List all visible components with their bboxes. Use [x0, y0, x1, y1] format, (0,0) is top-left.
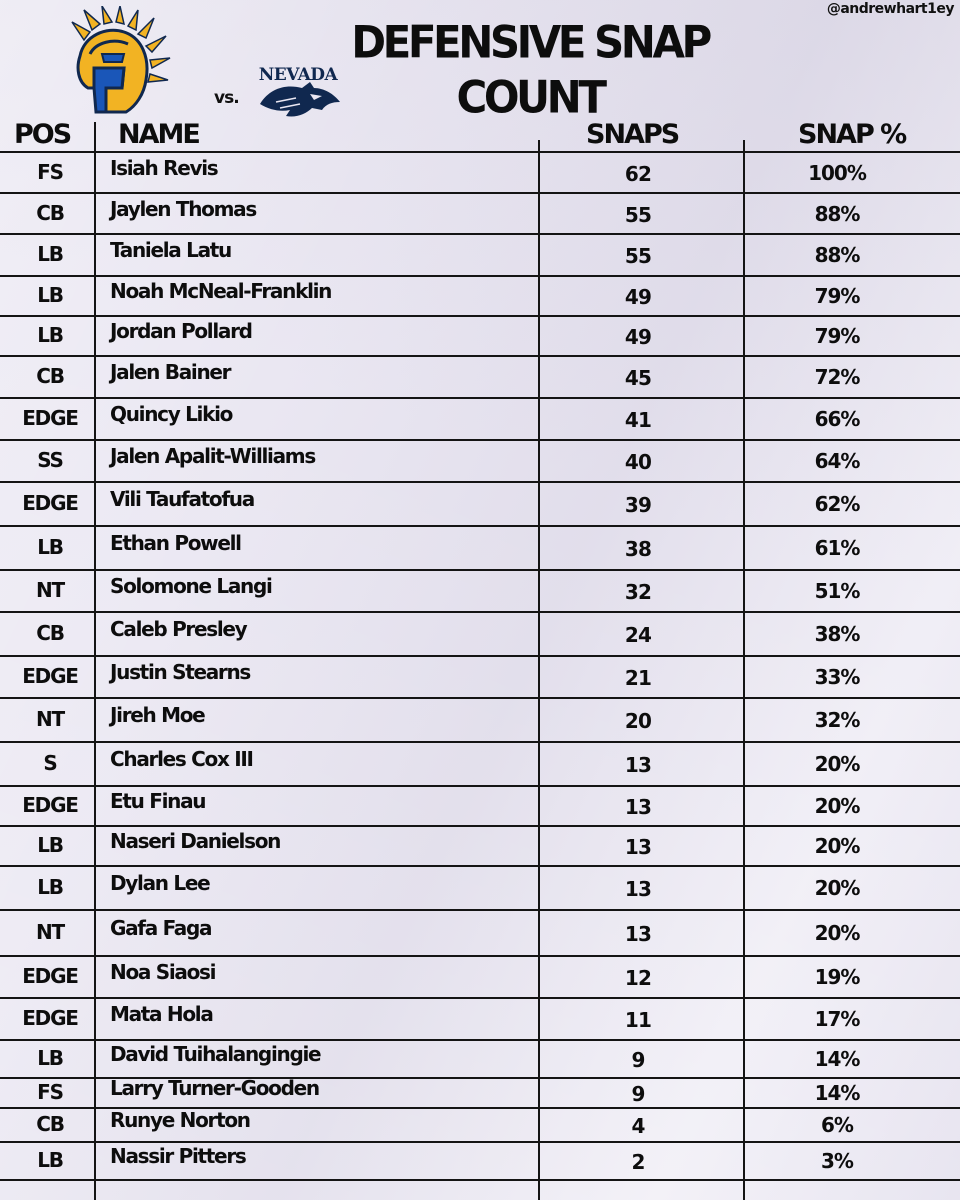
row-player-name: Quincy Likio	[110, 402, 233, 426]
row-snap-pct: 20%	[814, 921, 860, 945]
versus-label: vs.	[214, 88, 239, 108]
row-divider	[0, 785, 960, 787]
row-divider	[0, 192, 960, 194]
row-divider	[0, 151, 960, 153]
row-divider	[0, 1179, 960, 1181]
row-snap-pct: 20%	[814, 876, 860, 900]
row-divider	[0, 997, 960, 999]
row-snap-pct: 32%	[814, 708, 860, 732]
row-player-name: Dylan Lee	[110, 871, 210, 895]
row-player-name: Gafa Faga	[110, 916, 212, 940]
spartan-helmet-icon	[66, 6, 172, 116]
row-position: LB	[37, 323, 63, 347]
row-snap-pct: 20%	[814, 834, 860, 858]
row-divider	[0, 569, 960, 571]
row-player-name: Taniela Latu	[110, 238, 231, 262]
header-pos: POS	[14, 119, 71, 150]
row-snap-pct: 88%	[814, 202, 860, 226]
row-snaps: 4	[631, 1114, 645, 1138]
row-position: LB	[37, 1046, 63, 1070]
row-player-name: Etu Finau	[110, 789, 206, 813]
row-snaps: 49	[624, 325, 652, 349]
row-player-name: David Tuihalangingie	[110, 1042, 321, 1066]
row-snaps: 49	[624, 285, 652, 309]
row-divider	[0, 397, 960, 399]
header-name: NAME	[118, 119, 199, 150]
row-snap-pct: 14%	[814, 1081, 860, 1105]
row-divider	[0, 481, 960, 483]
page-title	[300, 15, 760, 125]
row-snaps: 13	[624, 835, 652, 859]
row-position: EDGE	[22, 664, 78, 688]
row-divider	[0, 275, 960, 277]
row-player-name: Solomone Langi	[110, 574, 272, 598]
row-divider	[0, 315, 960, 317]
row-snap-pct: 79%	[814, 324, 860, 348]
row-position: CB	[36, 364, 64, 388]
row-snap-pct: 20%	[814, 794, 860, 818]
row-position: LB	[37, 875, 63, 899]
row-snaps: 32	[624, 580, 652, 604]
header-snaps: SNAPS	[586, 119, 679, 150]
row-snap-pct: 38%	[814, 622, 860, 646]
row-player-name: Vili Taufatofua	[110, 487, 254, 511]
row-snaps: 13	[624, 795, 652, 819]
row-position: NT	[36, 707, 64, 731]
row-divider	[0, 439, 960, 441]
row-snaps: 39	[624, 493, 652, 517]
row-position: LB	[37, 535, 63, 559]
row-position: SS	[37, 448, 63, 472]
row-snap-pct: 72%	[814, 365, 860, 389]
row-position: EDGE	[22, 793, 78, 817]
row-divider	[0, 955, 960, 957]
row-snap-pct: 20%	[814, 752, 860, 776]
row-position: EDGE	[22, 491, 78, 515]
column-divider	[743, 140, 745, 1200]
row-snaps: 2	[631, 1150, 645, 1174]
row-snap-pct: 33%	[814, 665, 860, 689]
row-snaps: 38	[624, 537, 652, 561]
row-player-name: Naseri Danielson	[110, 829, 281, 853]
row-divider	[0, 909, 960, 911]
row-snap-pct: 79%	[814, 284, 860, 308]
title-line-1: DEFENSIVE SNAP	[351, 15, 709, 68]
row-position: S	[43, 751, 57, 775]
row-position: CB	[36, 201, 64, 225]
row-player-name: Noa Siaosi	[110, 960, 216, 984]
svg-text:NEVADA: NEVADA	[258, 65, 338, 85]
row-snap-pct: 64%	[814, 449, 860, 473]
row-snap-pct: 66%	[814, 407, 860, 431]
row-player-name: Caleb Presley	[110, 617, 247, 641]
row-snaps: 13	[624, 922, 652, 946]
row-position: LB	[37, 242, 63, 266]
row-snaps: 9	[631, 1048, 645, 1072]
row-position: EDGE	[22, 1006, 78, 1030]
row-divider	[0, 655, 960, 657]
row-divider	[0, 233, 960, 235]
row-player-name: Runye Norton	[110, 1108, 250, 1132]
row-position: NT	[36, 920, 64, 944]
row-snaps: 45	[624, 366, 652, 390]
row-snaps: 21	[624, 666, 652, 690]
row-snap-pct: 17%	[814, 1007, 860, 1031]
row-snaps: 13	[624, 877, 652, 901]
row-divider	[0, 611, 960, 613]
row-snap-pct: 61%	[814, 536, 860, 560]
row-snap-pct: 100%	[808, 161, 866, 185]
row-position: EDGE	[22, 406, 78, 430]
row-position: LB	[37, 283, 63, 307]
row-snaps: 13	[624, 753, 652, 777]
row-snaps: 40	[624, 450, 652, 474]
header-snap-pct: SNAP %	[798, 119, 906, 150]
row-snaps: 20	[624, 709, 652, 733]
row-divider	[0, 525, 960, 527]
row-position: LB	[37, 833, 63, 857]
row-position: EDGE	[22, 964, 78, 988]
row-position: CB	[36, 621, 64, 645]
row-snaps: 55	[624, 203, 652, 227]
row-position: FS	[37, 160, 63, 184]
row-divider	[0, 355, 960, 357]
row-player-name: Jalen Bainer	[110, 360, 231, 384]
row-snaps: 24	[624, 623, 652, 647]
row-divider	[0, 697, 960, 699]
row-divider	[0, 865, 960, 867]
row-divider	[0, 1039, 960, 1041]
row-position: CB	[36, 1112, 64, 1136]
row-snaps: 9	[631, 1082, 645, 1106]
column-divider	[538, 140, 540, 1200]
row-player-name: Larry Turner-Gooden	[110, 1076, 319, 1100]
row-snaps: 62	[624, 162, 652, 186]
title-line-2: COUNT	[456, 71, 604, 123]
row-player-name: Charles Cox III	[110, 747, 253, 771]
row-divider	[0, 741, 960, 743]
row-snaps: 55	[624, 244, 652, 268]
row-snap-pct: 3%	[821, 1149, 853, 1173]
row-player-name: Mata Hola	[110, 1002, 213, 1026]
row-snap-pct: 6%	[821, 1113, 853, 1137]
row-player-name: Jaylen Thomas	[110, 197, 256, 221]
row-snap-pct: 14%	[814, 1047, 860, 1071]
row-snap-pct: 51%	[814, 579, 860, 603]
row-position: LB	[37, 1148, 63, 1172]
row-divider	[0, 825, 960, 827]
row-player-name: Nassir Pitters	[110, 1144, 246, 1168]
row-player-name: Jordan Pollard	[110, 319, 252, 343]
row-position: NT	[36, 578, 64, 602]
row-player-name: Isiah Revis	[110, 156, 218, 180]
row-player-name: Noah McNeal-Franklin	[110, 279, 332, 303]
row-snaps: 11	[624, 1008, 652, 1032]
row-snaps: 12	[624, 966, 652, 990]
row-snap-pct: 19%	[814, 965, 860, 989]
row-position: FS	[37, 1080, 63, 1104]
row-player-name: Ethan Powell	[110, 531, 241, 555]
author-handle: @andrewhart1ey	[826, 1, 954, 17]
row-divider	[0, 1141, 960, 1143]
row-snaps: 41	[624, 408, 652, 432]
row-snap-pct: 88%	[814, 243, 860, 267]
row-player-name: Jalen Apalit-Williams	[110, 444, 315, 468]
row-player-name: Jireh Moe	[110, 703, 205, 727]
row-snap-pct: 62%	[814, 492, 860, 516]
row-player-name: Justin Stearns	[110, 660, 251, 684]
